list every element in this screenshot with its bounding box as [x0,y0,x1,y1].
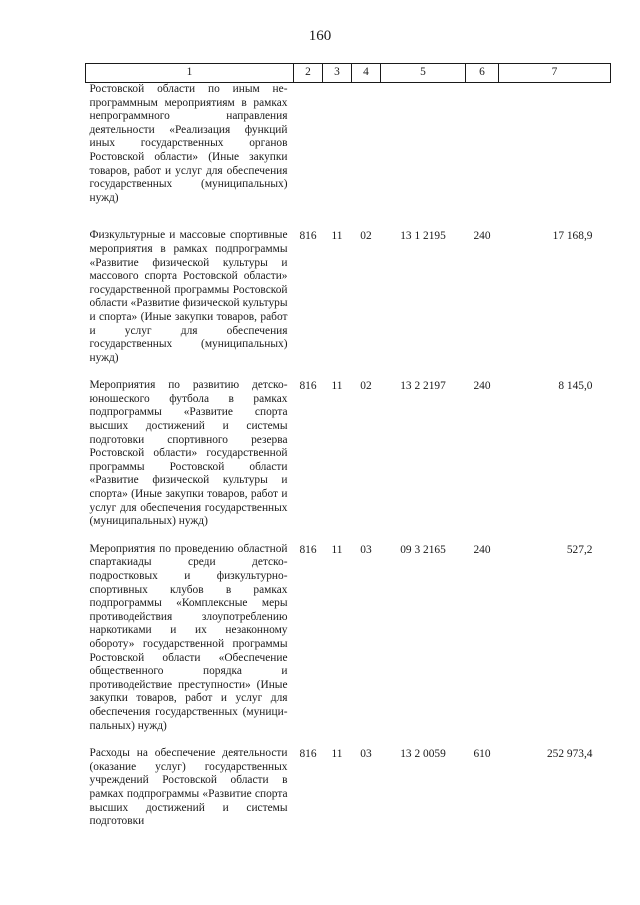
row-amount: 8 145,0 [558,380,593,393]
row-target-article: 09 3 2165 [400,543,446,556]
row-target-article: 13 2 2197 [400,380,446,393]
row-subsection [352,83,381,230]
column-header: 1 [86,64,294,83]
row-section: 11 [331,543,343,556]
row-ministry: 816 [299,230,317,243]
row-ministry: 816 [299,748,317,761]
column-header: 2 [294,64,323,83]
table-row [86,543,611,747]
row-description: Расходы на обеспечение деятельности (оказание услуг) государственных учреждений Ростовской области в рамках подпрограммы «Развитие спорта высших достижений и системы подготовки [89,747,288,828]
row-description: Физкультурные и массовые спортивные мероприятия в рамках подпрограммы «Развитие физической культуры и массового спорта Ростовской области» государственной программы Ростовской области «Развитие физической культуры и спорта» (Иные закупки товаров, работ и услуг для обеспечения государственных (муниципальных) нужд) [89,229,288,364]
row-expense-type: 610 [473,748,491,761]
row-subsection: 03 [360,748,372,761]
row-subsection: 03 [360,543,372,556]
column-header: 7 [499,64,611,83]
row-section: 11 [331,748,343,761]
row-amount: 17 168,9 [552,230,593,243]
row-target-article: 13 2 0059 [400,748,446,761]
row-amount: 527,2 [566,543,593,556]
table-row [86,747,611,829]
column-header: 5 [381,64,466,83]
row-ministry [294,83,323,230]
row-section [323,83,352,230]
row-amount: 252 973,4 [546,748,593,761]
table-row [86,379,611,543]
page-number: 160 [308,28,332,44]
row-description: Мероприятия по проведению областной спартакиады среди детско-подростковых и физкультурно-спортивных клубов в рамках подпрограммы «Комплексные меры противодействия злоупотреблению наркотиками и их незаконному обороту» государственной программы Ростовской области «Обеспечение общественного порядка и противодействие преступности» (Иные закупки товаров, работ и услуг для обеспечения государственных (муниципальных) нужд) [89,542,288,732]
column-header: 3 [323,64,352,83]
row-expense-type: 240 [473,230,491,243]
row-description: Мероприятия по развитию детско-юношеского футбола в рамках подпрограммы «Развитие спорта высших достижений и системы подготовки спортивного резерва Ростовской области» государственной программы Ростовской области «Развитие физической культуры и спорта» (Иные закупки товаров, работ и услуг для обеспечения государственных (муниципальных) нужд) [89,379,288,528]
row-section: 11 [331,380,343,393]
budget-table [85,63,611,829]
column-header: 4 [352,64,381,83]
row-expense-type [466,83,499,230]
row-target-article: 13 1 2195 [400,230,446,243]
row-amount [499,83,611,230]
column-header: 6 [466,64,499,83]
row-target-article [381,83,466,230]
row-ministry: 816 [299,543,317,556]
table-row [86,229,611,379]
row-section: 11 [331,230,343,243]
row-description: Ростовской области по иным непрограммным мероприятиям в рамках непрограммного направления деятельности «Реализация функций иных государственных органов Ростовской области» (Иные закупки товаров, работ и услуг для обеспечения государственных (муниципальных) нужд) [89,83,288,204]
row-expense-type: 240 [473,543,491,556]
row-expense-type: 240 [473,380,491,393]
table-header-row [86,64,611,83]
row-ministry: 816 [299,380,317,393]
row-subsection: 02 [360,230,372,243]
row-subsection: 02 [360,380,372,393]
table-row [86,83,611,230]
